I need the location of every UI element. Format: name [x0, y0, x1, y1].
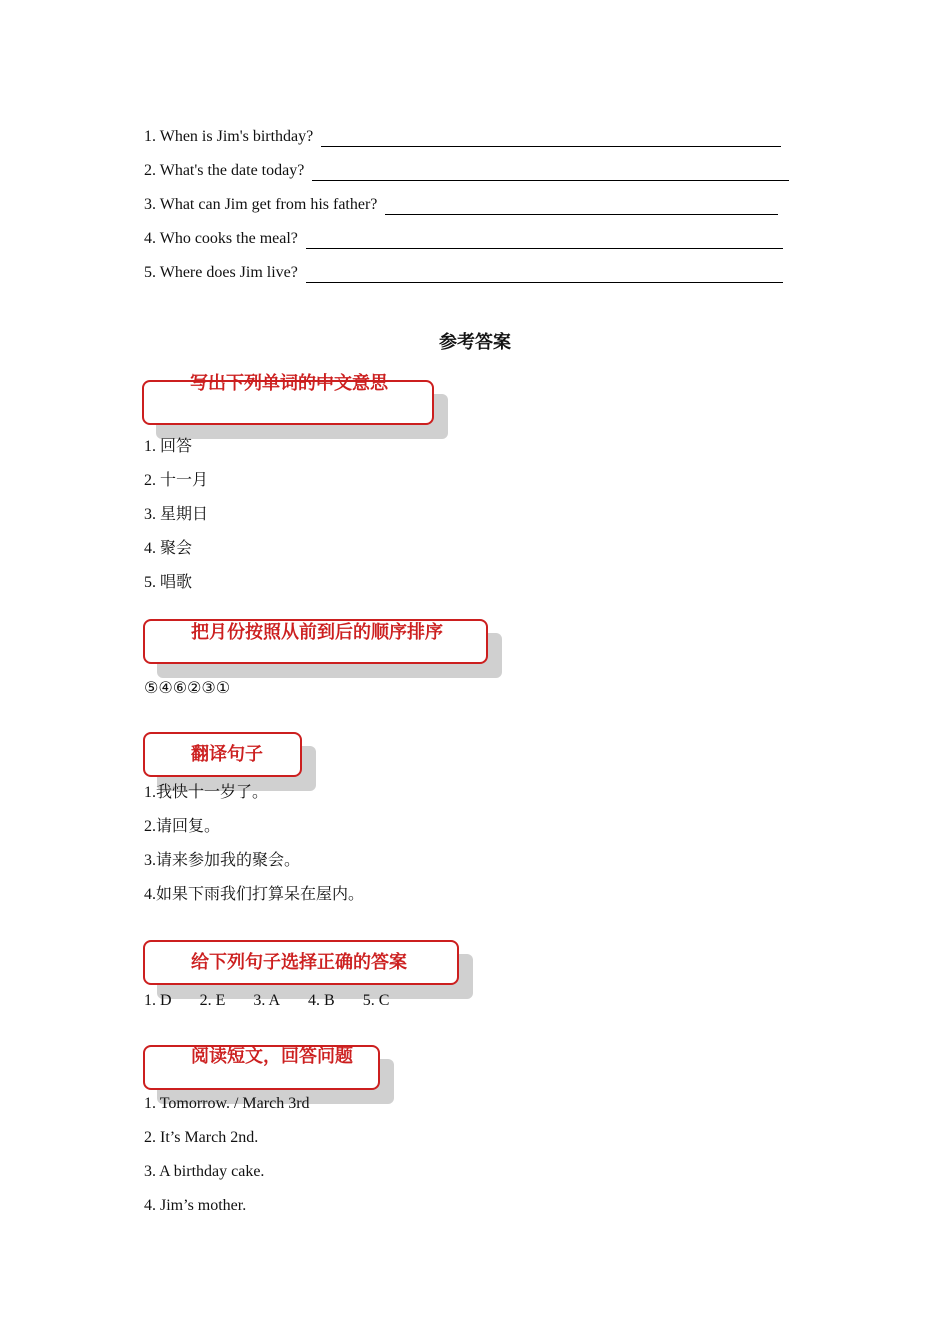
answer-blank[interactable] [306, 233, 783, 249]
section-2-answer: ⑤④⑥②③① [144, 678, 231, 697]
question-3 [144, 195, 778, 215]
section-1-banner [142, 373, 434, 425]
question-text: 4. Who cooks the meal? [144, 230, 298, 247]
question-text: 3. What can Jim get from his father? [144, 196, 378, 213]
answer-blank[interactable] [306, 267, 783, 283]
question-text: 2. What's the date today? [144, 162, 305, 179]
section-3-item: 4.如果下雨我们打算呆在屋内。 [144, 886, 365, 903]
answer-blank[interactable] [385, 199, 778, 215]
question-4 [144, 229, 783, 249]
section-3-item: 3.请来参加我的聚会。 [144, 852, 301, 869]
question-text: 5. Where does Jim live? [144, 264, 298, 281]
answer-key-title: 参考答案 [439, 332, 511, 353]
section-1-item: 2. 十一月 [144, 472, 209, 489]
section-2-banner [143, 619, 488, 664]
section-1-title: 写出下列单词的中文意思 [190, 373, 388, 394]
mcq-answer: 3. A [253, 992, 281, 1009]
section-5-banner [143, 1045, 380, 1090]
section-1-item: 4. 聚会 [144, 540, 193, 557]
section-3-item: 2.请回复。 [144, 818, 221, 835]
section-4-banner [143, 940, 459, 985]
question-1 [144, 127, 781, 147]
mcq-answer: 2. E [199, 992, 226, 1009]
section-4-answers [144, 991, 413, 1011]
section-1-item: 1. 回答 [144, 438, 193, 455]
section-5-item: 2. It’s March 2nd. [144, 1129, 259, 1146]
section-1-item: 3. 星期日 [144, 506, 209, 523]
section-4-title: 给下列句子选择正确的答案 [191, 952, 407, 973]
section-5-item: 1. Tomorrow. / March 3rd [144, 1095, 310, 1112]
section-1-item: 5. 唱歌 [144, 574, 193, 591]
section-2-title: 把月份按照从前到后的顺序排序 [191, 622, 443, 643]
answer-blank[interactable] [321, 131, 781, 147]
mcq-answer: 4. B [308, 992, 335, 1009]
section-3-title: 翻译句子 [191, 744, 263, 765]
section-3-banner [143, 732, 302, 777]
section-3-item: 1.我快十一岁了。 [144, 784, 269, 801]
section-5-item: 3. A birthday cake. [144, 1163, 265, 1180]
question-text: 1. When is Jim's birthday? [144, 128, 314, 145]
question-2 [144, 161, 789, 181]
mcq-answer: 5. C [362, 992, 390, 1009]
section-5-title: 阅读短文，回答问题 [191, 1046, 353, 1067]
answer-blank[interactable] [312, 165, 789, 181]
question-5 [144, 263, 783, 283]
mcq-answer: 1. D [144, 992, 172, 1009]
section-5-item: 4. Jim’s mother. [144, 1197, 247, 1214]
